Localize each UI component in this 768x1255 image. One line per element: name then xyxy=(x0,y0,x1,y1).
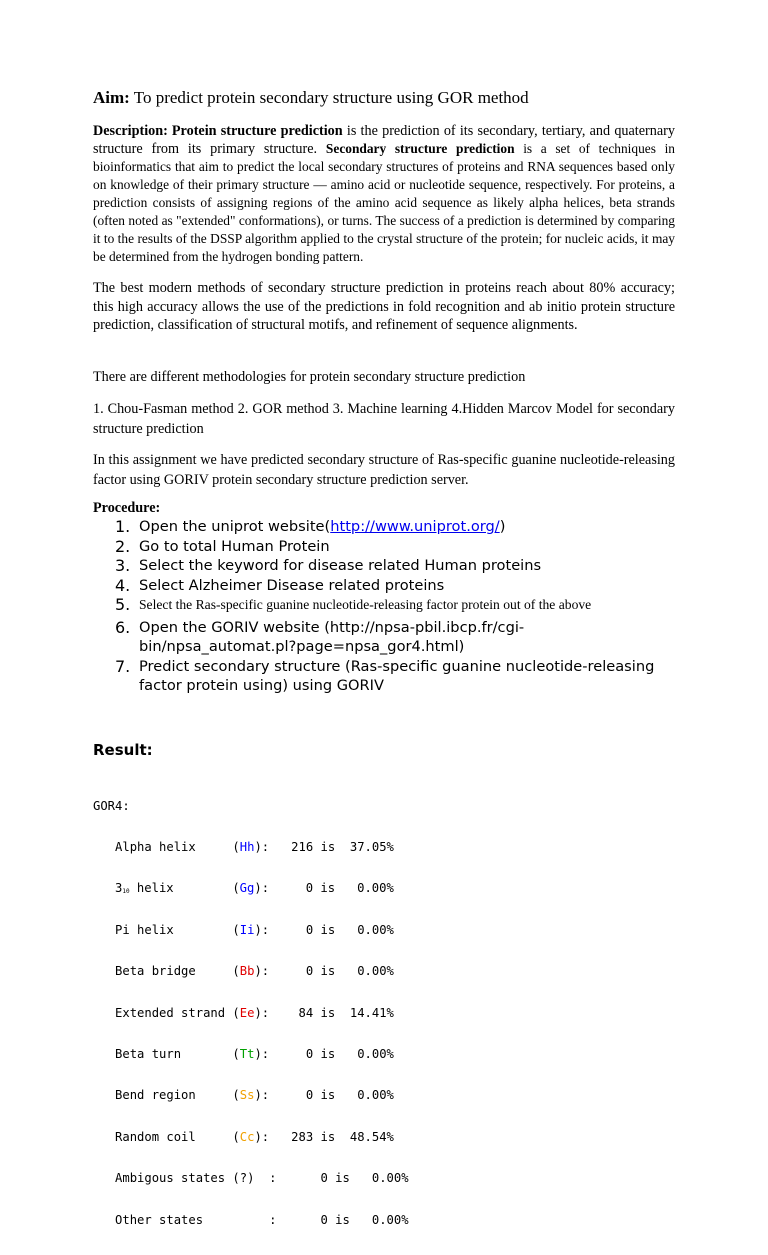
procedure-step xyxy=(93,618,673,657)
description-text-2: is a set of techniques in bioinformatics that aim to predict the local secondary structures of proteins and RNA sequences based only on knowledge of their primary structure — amino acid or nucleotide sequence, respectively. For proteins, a prediction consists of assigning regions of the amino acid sequence as likely alpha helices, beta strands (often noted as "extended" conformations), or turns. The success of a prediction is determined by comparing it to the results of the DSSP algorithm applied to the crystal structure of the protein; for nucleic acids, it may be determined from the hydrogen bonding pattern. xyxy=(93,141,675,264)
step-number: 3. xyxy=(115,556,131,575)
step-text: Open the uniprot website( xyxy=(139,518,331,535)
description-paragraph xyxy=(93,122,675,266)
description-term-2: Secondary structure prediction xyxy=(325,141,515,156)
gor4-row: Ambigous states (?) : 0 is 0.00% xyxy=(115,1171,409,1186)
methodologies-intro: There are different methodologies for protein secondary structure prediction xyxy=(93,369,526,385)
step-number: 7. xyxy=(115,656,131,676)
gor4-row: Bend region (Ss): 0 is 0.00% xyxy=(115,1088,394,1103)
description-term-1: Protein structure prediction xyxy=(171,123,343,139)
procedure-step xyxy=(93,595,673,616)
procedure-step xyxy=(93,517,673,537)
gor4-row: Random coil (Cc): 283 is 48.54% xyxy=(115,1129,394,1144)
step-text: Select the keyword for disease related Human proteins xyxy=(139,557,542,574)
procedure-step xyxy=(93,537,673,557)
description-label: Description: xyxy=(93,123,168,139)
methodologies-list: 1. Chou-Fasman method 2. GOR method 3. Machine learning 4.Hidden Marcov Model for secondary structure prediction xyxy=(93,401,675,437)
assignment-paragraph: In this assignment we have predicted secondary structure of Ras-specific guanine nucleotide-releasing factor using GORIV protein secondary structure prediction server. xyxy=(93,452,675,488)
step-text: Open the GORIV website (http://npsa-pbil.ibcp.fr/cgi-bin/npsa_automat.pl?page=npsa_gor4.html) xyxy=(139,618,525,655)
procedure-step xyxy=(93,576,673,596)
gor4-output xyxy=(93,772,409,1255)
gor4-row: Other states : 0 is 0.00% xyxy=(115,1212,409,1227)
gor4-row: Alpha helix (Hh): 216 is 37.05% xyxy=(115,839,394,854)
description-text-1: is the prediction of its secondary, tertiary, and quaternary structure from its primary structure. xyxy=(93,123,675,157)
aim-text: To predict protein secondary structure using GOR method xyxy=(129,88,529,107)
aim-label: Aim: xyxy=(93,88,130,107)
procedure-steps xyxy=(93,517,673,696)
uniprot-link[interactable]: http://www.uniprot.org/ xyxy=(330,518,500,535)
step-number: 5. xyxy=(115,595,131,614)
gor4-row: Extended strand (Ee): 84 is 14.41% xyxy=(115,1005,394,1020)
step-text: Predict secondary structure (Ras-specific guanine nucleotide-releasing factor protein using) using GORIV xyxy=(139,657,655,694)
gor4-row: Beta bridge (Bb): 0 is 0.00% xyxy=(115,964,394,979)
step-text: Select Alzheimer Disease related proteins xyxy=(139,576,445,594)
result-heading: Result: xyxy=(93,741,153,759)
gor4-row: $3_{10}$ helix (Gg): 0 is 0.00% xyxy=(115,881,394,896)
step-text: Select the Ras-specific guanine nucleotide-releasing factor protein out of the above xyxy=(139,597,592,612)
step-text: Go to total Human Protein xyxy=(139,537,330,555)
step-text: ) xyxy=(499,518,506,535)
step-number: 6. xyxy=(115,617,131,637)
step-number: 1. xyxy=(115,517,131,536)
gor4-row: Beta turn (Tt): 0 is 0.00% xyxy=(115,1046,394,1061)
best-methods-paragraph: The best modern methods of secondary structure prediction in proteins reach about 80% accuracy; this high accuracy allows the use of the predictions in fold recognition and ab initio protein structure prediction, classification of structural motifs, and refinement of sequence alignments. xyxy=(93,280,675,333)
gor4-row: Pi helix (Ii): 0 is 0.00% xyxy=(115,922,394,937)
step-number: 2. xyxy=(115,536,131,556)
step-number: 4. xyxy=(115,575,131,595)
procedure-heading: Procedure: xyxy=(93,500,161,516)
aim-line xyxy=(93,87,529,109)
procedure-step xyxy=(93,657,673,696)
procedure-step xyxy=(93,556,673,576)
gor4-title: GOR4: xyxy=(93,798,130,813)
